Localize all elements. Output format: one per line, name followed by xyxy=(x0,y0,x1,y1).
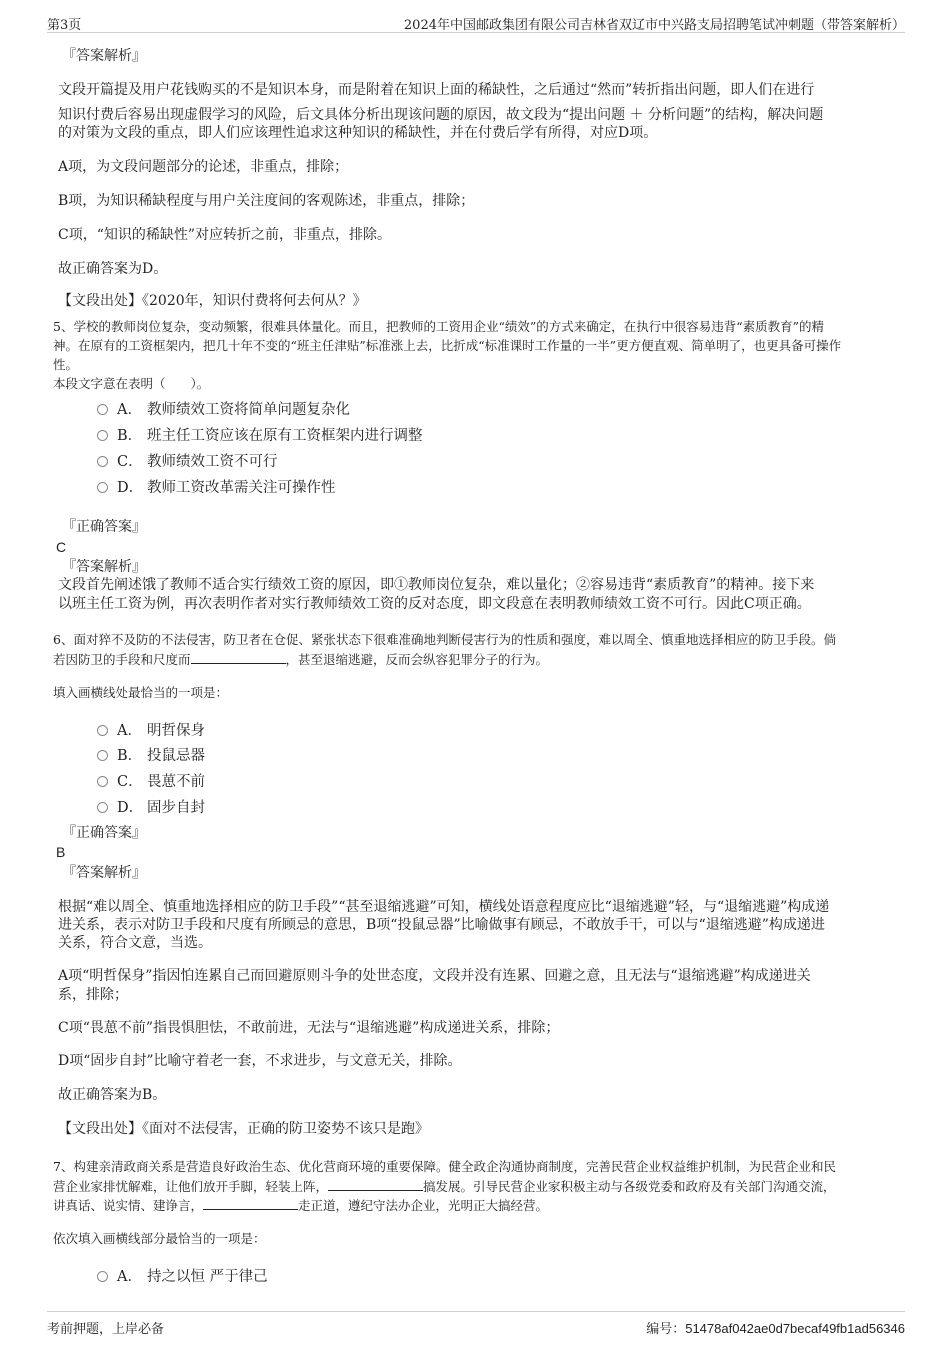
q7-stem-line: 7、构建亲清政商关系是营造良好政治生态、优化营商环境的重要保障。健全政企沟通协商制度，完善民营企业权益维护机制，为民营企业和民 xyxy=(53,1159,836,1174)
radio-button-icon[interactable] xyxy=(97,482,108,493)
q7-stem-line: 讲真话、说实情、建诤言， 走正道，遵纪守法办企业，光明正大搞经营。 xyxy=(53,1198,549,1213)
q6-note-a-line: 系，排除； xyxy=(58,987,128,1003)
q6-analysis-line: 根据“难以周全、慎重地选择相应的防卫手段”“甚至退缩逃避”可知，横线处语意程度应比“退缩逃避”轻，与“退缩逃避”构成递 xyxy=(58,899,830,915)
q6-analysis-line: 关系，符合文意，当选。 xyxy=(58,935,212,951)
radio-button-icon[interactable] xyxy=(97,725,108,736)
fill-blank xyxy=(203,1197,298,1210)
page-header xyxy=(47,12,905,33)
page-number: 第3页 xyxy=(47,18,82,33)
q6-stem-line: 6、面对猝不及防的不法侵害，防卫者在仓促、紧张状态下很难准确地判断侵害行为的性质和强度，难以周全、慎重地选择相应的防卫手段。倘 xyxy=(53,632,836,647)
radio-button-icon[interactable] xyxy=(97,1271,108,1282)
q4-source: 【文段出处】《2020年，知识付费将何去何从？》 xyxy=(58,293,367,309)
q6-stem-line: 若因防卫的手段和尺度而 ，甚至退缩逃避，反而会纵容犯罪分子的行为。 xyxy=(53,652,549,667)
q6-note-a-line: A项“明哲保身”指因怕连累自己而回避原则斗争的处世态度，文段并没有连累、回避之意，且无法与“退缩逃避”构成递进关 xyxy=(58,968,811,984)
q4-note-a: A项，为文段问题部分的论述，非重点，排除； xyxy=(58,159,349,175)
q5-prompt: 本段文字意在表明（ ）。 xyxy=(53,376,210,391)
q6-option-c[interactable]: C． 畏葸不前 xyxy=(97,770,205,790)
q7-stem-line: 营企业家排忧解难，让他们放开手脚，轻装上阵， 搞发展。引导民营企业家积极主动与各级党委和政府及有关部门沟通交流， xyxy=(53,1179,836,1194)
q4-analysis-line: 知识付费后容易出现虚假学习的风险，后文具体分析出现该问题的原因，故文段为“提出问题 ＋ 分析问题”的结构，解决问题 xyxy=(58,107,824,123)
q5-correct-answer: C xyxy=(56,539,67,555)
q6-analysis-line: 进关系，表示对防卫手段和尺度有所顾忌的意思，B项“投鼠忌器”比喻做事有顾忌，不敢放手干，可以与“退缩逃避”构成递进 xyxy=(58,917,825,933)
q6-conclusion: 故正确答案为B。 xyxy=(58,1087,167,1103)
document-title: 2024年中国邮政集团有限公司吉林省双辽市中兴路支局招聘笔试冲刺题（带答案解析） xyxy=(403,18,905,33)
q6-option-b[interactable]: B． 投鼠忌器 xyxy=(97,744,205,764)
q5-correct-label: 『正确答案』 xyxy=(62,519,146,535)
q6-correct-label: 『正确答案』 xyxy=(62,825,146,841)
q7-prompt: 依次填入画横线部分最恰当的一项是： xyxy=(53,1231,266,1246)
q5-stem-line: 5、学校的教师岗位复杂，变动频繁，很难具体量化。而且，把教师的工资用企业“绩效”的方式来确定，在执行中很容易违背“素质教育”的精 xyxy=(53,319,825,334)
q5-option-c[interactable]: C． 教师绩效工资不可行 xyxy=(97,450,278,470)
q6-correct-answer: B xyxy=(56,844,66,860)
fill-blank xyxy=(328,1178,423,1191)
q6-prompt: 填入画横线处最恰当的一项是： xyxy=(53,685,229,700)
q5-stem-line: 性。 xyxy=(53,357,79,372)
q6-note-d: D项“固步自封”比喻守着老一套，不求进步，与文意无关，排除。 xyxy=(58,1053,462,1069)
q4-note-c: C项，“知识的稀缺性”对应转折之前，非重点，排除。 xyxy=(58,227,392,243)
q7-option-a[interactable]: A． 持之以恒 严于律己 xyxy=(97,1265,268,1285)
q5-analysis-line: 以班主任工资为例，再次表明作者对实行教师绩效工资的反对态度，即文段意在表明教师绩效工资不可行。因此C项正确。 xyxy=(58,596,811,612)
q6-analysis-label: 『答案解析』 xyxy=(62,865,146,881)
q4-analysis-line: 文段开篇提及用户花钱购买的不是知识本身，而是附着在知识上面的稀缺性，之后通过“然而”转折指出问题，即人们在进行 xyxy=(58,82,815,98)
q4-conclusion: 故正确答案为D。 xyxy=(58,261,168,277)
radio-button-icon[interactable] xyxy=(97,750,108,761)
q5-analysis-label: 『答案解析』 xyxy=(62,559,146,575)
q5-stem-line: 神。在原有的工资框架内，把几十年不变的“班主任津贴”标准涨上去，比折成“标准课时工作量的一半”更方便直观、简单明了，也更具备可操作 xyxy=(53,338,842,353)
q6-note-c: C项“畏葸不前”指畏惧胆怯，不敢前进，无法与“退缩逃避”构成递进关系，排除； xyxy=(58,1020,560,1036)
q4-note-b: B项，为知识稀缺程度与用户关注度间的客观陈述，非重点，排除； xyxy=(58,193,475,209)
page-footer xyxy=(47,1311,905,1336)
q5-option-a[interactable]: A． 教师绩效工资将简单问题复杂化 xyxy=(97,398,350,418)
fill-blank xyxy=(191,651,286,664)
radio-button-icon[interactable] xyxy=(97,430,108,441)
q6-option-a[interactable]: A． 明哲保身 xyxy=(97,719,205,739)
radio-button-icon[interactable] xyxy=(97,456,108,467)
q4-analysis-line: 的对策为文段的重点，即人们应该理性追求这种知识的稀缺性，并在付费后学有所得，对应D项。 xyxy=(58,125,658,141)
q5-option-d[interactable]: D． 教师工资改革需关注可操作性 xyxy=(97,476,336,496)
q6-option-d[interactable]: D． 固步自封 xyxy=(97,796,205,816)
radio-button-icon[interactable] xyxy=(97,776,108,787)
q5-option-b[interactable]: B． 班主任工资应该在原有工资框架内进行调整 xyxy=(97,424,423,444)
radio-button-icon[interactable] xyxy=(97,404,108,415)
document-code: 编号：51478af042ae0d7becaf49fb1ad56346 xyxy=(646,1321,905,1336)
radio-button-icon[interactable] xyxy=(97,802,108,813)
q5-analysis-line: 文段首先阐述饿了教师不适合实行绩效工资的原因，即①教师岗位复杂，难以量化；②容易违背“素质教育”的精神。接下来 xyxy=(58,577,815,593)
footer-slogan: 考前押题，上岸必备 xyxy=(47,1322,165,1337)
q4-analysis-label: 『答案解析』 xyxy=(62,48,146,64)
q6-source: 【文段出处】《面对不法侵害，正确的防卫姿势不该只是跑》 xyxy=(58,1121,429,1137)
